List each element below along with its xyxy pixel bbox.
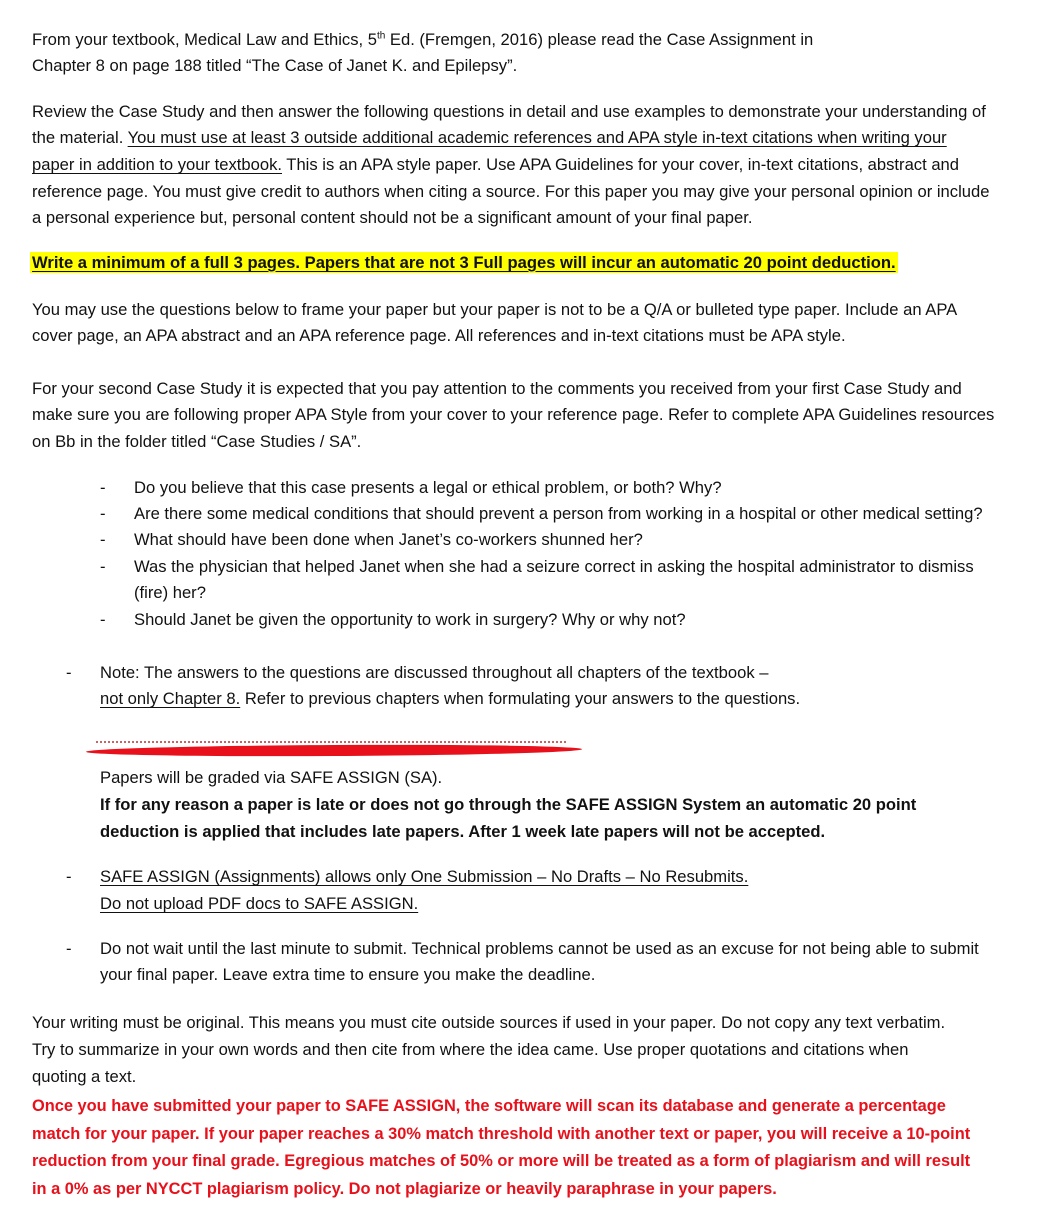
grading-line-2: If for any reason a paper is late or does not go through the SAFE ASSIGN System an automatic 20 point [100, 795, 917, 814]
second-case-line-3: on Bb in the folder titled “Case Studies / SA”. [32, 432, 362, 451]
question-4: Was the physician that helped Janet when she had a seizure correct in asking the hospital administrator to dismiss [134, 557, 974, 576]
questions-intro-line-2: cover page, an APA abstract and an APA reference page. All references and in-text citations must be APA style. [32, 326, 846, 345]
bullet-dash: - [100, 557, 106, 576]
bullet-dash: - [66, 663, 72, 682]
warning-line-4: in a 0% as per NYCCT plagiarism policy. Do not plagiarize or heavily paraphrase in your papers. [32, 1180, 777, 1198]
highlighted-requirement: Write a minimum of a full 3 pages. Papers that are not 3 Full pages will incur an automatic 20 point deduction. [32, 253, 896, 272]
original-line-3: quoting a text. [32, 1067, 137, 1086]
second-case-line-1: For your second Case Study it is expected that you pay attention to the comments you received from your first Case Study and [32, 379, 962, 398]
note-line-2: not only Chapter 8. Refer to previous chapters when formulating your answers to the questions. [100, 689, 801, 708]
warning-line-3: reduction from your final grade. Egregious matches of 50% or more will be treated as a form of plagiarism and will result [32, 1152, 971, 1170]
warning-line-1: Once you have submitted your paper to SAFE ASSIGN, the software will scan its database and generate a percentage [32, 1097, 946, 1115]
question-4-cont: (fire) her? [134, 583, 206, 602]
question-1: Do you believe that this case presents a legal or ethical problem, or both? Why? [134, 478, 722, 497]
bullet-dash: - [100, 530, 106, 549]
bullet-dash: - [66, 867, 72, 886]
intro-line-2: Chapter 8 on page 188 titled “The Case of Janet K. and Epilepsy”. [32, 56, 518, 75]
bullet-dash: - [100, 478, 106, 497]
question-5: Should Janet be given the opportunity to work in surgery? Why or why not? [134, 610, 686, 629]
review-line-2: the material. You must use at least 3 outside additional academic references and APA style in-text citations when writing your [32, 128, 947, 147]
bullet-dash: - [100, 610, 106, 629]
grading-line-1: Papers will be graded via SAFE ASSIGN (SA). [100, 768, 443, 787]
question-2: Are there some medical conditions that should prevent a person from working in a hospital or other medical setting? [134, 504, 983, 523]
question-3: What should have been done when Janet’s co-workers shunned her? [134, 530, 643, 549]
original-line-1: Your writing must be original. This means you must cite outside sources if used in your paper. Do not copy any text verbatim. [32, 1013, 946, 1032]
original-line-2: Try to summarize in your own words and then cite from where the idea came. Use proper quotations and citations when [32, 1040, 909, 1059]
warning-line-2: match for your paper. If your paper reaches a 30% match threshold with another text or paper, you will receive a 10-point [32, 1125, 971, 1143]
note-line-1: Note: The answers to the questions are discussed throughout all chapters of the textbook – [100, 663, 769, 682]
questions-intro-line-1: You may use the questions below to frame your paper but your paper is not to be a Q/A or bulleted type paper. Include an APA [32, 300, 958, 319]
bullet-dash: - [100, 504, 106, 523]
safe-assign-line-1: SAFE ASSIGN (Assignments) allows only One Submission – No Drafts – No Resubmits. [100, 867, 749, 886]
deadline-line-2: your final paper. Leave extra time to ensure you make the deadline. [100, 965, 596, 984]
review-line-5: a personal experience but, personal content should not be a significant amount of your final paper. [32, 208, 753, 227]
review-line-4: reference page. You must give credit to authors when citing a source. For this paper you may give your personal opinion or include [32, 182, 990, 201]
review-line-1: Review the Case Study and then answer the following questions in detail and use examples to demonstrate your understanding of [32, 102, 986, 121]
second-case-line-2: make sure you are following proper APA Style from your cover to your reference page. Refer to complete APA Guidelines resources [32, 405, 995, 424]
bullet-dash: - [66, 939, 72, 958]
intro-line-1: From your textbook, Medical Law and Ethics, 5th Ed. (Fremgen, 2016) please read the Case Assignment in [32, 30, 814, 49]
grading-line-3: deduction is applied that includes late papers. After 1 week late papers will not be accepted. [100, 822, 826, 841]
safe-assign-line-2: Do not upload PDF docs to SAFE ASSIGN. [100, 894, 419, 913]
deadline-line-1: Do not wait until the last minute to submit. Technical problems cannot be used as an excuse for not being able to submit [100, 939, 979, 958]
review-line-3: paper in addition to your textbook. This is an APA style paper. Use APA Guidelines for your cover, in-text citations, abstract and [32, 155, 960, 174]
